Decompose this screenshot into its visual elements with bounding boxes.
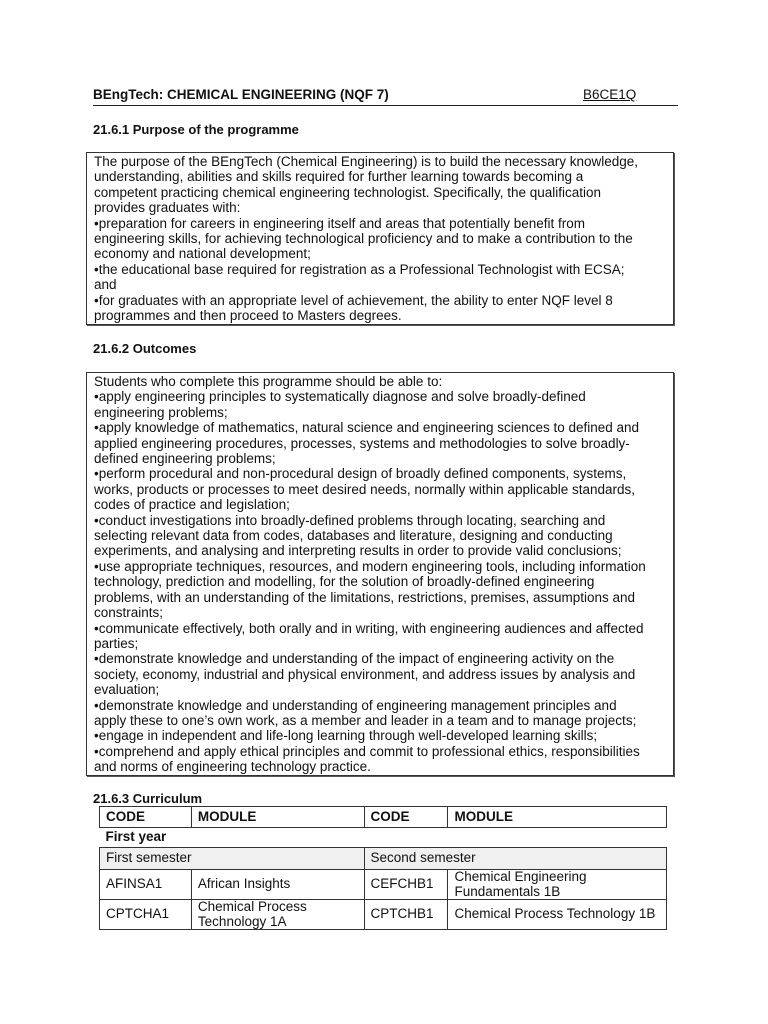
module-code: CPTCHB1	[364, 900, 448, 930]
year-label: First year	[105, 829, 167, 845]
table-row	[100, 870, 667, 900]
outcome-line: constraints;	[94, 605, 164, 621]
col-code-header: CODE	[100, 807, 192, 828]
outcome-line: •demonstrate knowledge and understanding of the impact of engineering activity on the	[94, 651, 615, 667]
outcome-line: engineering problems;	[94, 404, 228, 420]
purpose-line: •for graduates with an appropriate level of achievement, the ability to enter NQF level 8	[94, 292, 613, 308]
module-name: African Insights	[191, 870, 364, 900]
outcome-line: society, economy, industrial and physical environment, and address issues by analysis and	[94, 666, 636, 682]
outcome-line: parties;	[94, 635, 139, 651]
outcome-line: •conduct investigations into broadly-defined problems through locating, searching and	[94, 512, 606, 528]
outcome-line: •demonstrate knowledge and understanding of engineering management principles and	[94, 697, 617, 713]
first-semester-label: First semester	[100, 848, 365, 870]
programme-code: B6CE1Q	[583, 87, 637, 102]
outcome-line: experiments, and analysing and interpreting results in order to provide valid conclusions;	[94, 543, 622, 559]
module-name: Chemical Engineering Fundamentals 1B	[448, 870, 667, 900]
outcome-line: •apply engineering principles to systematically diagnose and solve broadly-defined	[94, 389, 586, 405]
outcome-line: evaluation;	[94, 682, 160, 698]
curriculum-heading: 21.6.3 Curriculum	[93, 791, 203, 806]
outcome-line: technology, prediction and modelling, for the solution of broadly-defined engineering	[94, 574, 595, 590]
outcome-line: •apply knowledge of mathematics, natural science and engineering sciences to defined and	[94, 420, 640, 436]
module-code: CEFCHB1	[364, 870, 448, 900]
outcome-line: problems, with an understanding of the limitations, restrictions, premises, assumptions and	[94, 589, 636, 605]
outcome-line: •perform procedural and non-procedural design of broadly defined components, systems,	[94, 466, 627, 482]
purpose-line: and	[94, 277, 117, 293]
curriculum-table	[99, 806, 667, 930]
purpose-box	[86, 152, 674, 325]
outcome-line: and norms of engineering technology practice.	[94, 759, 371, 775]
purpose-line: understanding, abilities and skills required for further learning towards becoming a	[94, 169, 584, 185]
col-module-header: MODULE	[448, 807, 667, 828]
purpose-line: programmes and then proceed to Masters degrees.	[94, 308, 402, 324]
outcome-line: apply these to one’s own work, as a member and leader in a team and to manage projects;	[94, 712, 637, 728]
purpose-line: •the educational base required for registration as a Professional Technologist with ECSA;	[94, 261, 625, 277]
table-row	[100, 900, 667, 930]
outcome-line: selecting relevant data from codes, databases and literature, designing and conducting	[94, 528, 613, 544]
module-code: AFINSA1	[100, 870, 192, 900]
table-header-row	[100, 807, 667, 828]
outcome-line: codes of practice and legislation;	[94, 497, 290, 513]
purpose-line: The purpose of the BEngTech (Chemical Engineering) is to build the necessary knowledge,	[94, 154, 639, 169]
outcome-line: applied engineering procedures, processes, systems and methodologies to solve broadly-	[94, 435, 630, 451]
outcome-line: •communicate effectively, both orally and in writing, with engineering audiences and affected	[94, 620, 644, 636]
col-module-header: MODULE	[191, 807, 364, 828]
document-header	[93, 87, 678, 106]
outcomes-heading: 21.6.2 Outcomes	[93, 341, 197, 356]
module-code: CPTCHA1	[100, 900, 192, 930]
outcome-line: Students who complete this programme should be able to:	[94, 374, 443, 389]
outcomes-box	[86, 372, 674, 776]
purpose-line: competent practicing chemical engineering technologist. Specifically, the qualification	[94, 184, 602, 200]
purpose-line: economy and national development;	[94, 246, 311, 262]
second-semester-label: Second semester	[364, 848, 666, 870]
module-name: Chemical Process Technology 1A	[191, 900, 364, 930]
col-code-header: CODE	[364, 807, 448, 828]
outcome-line: works, products or processes to meet desired needs, normally within applicable standards,	[94, 481, 636, 497]
year-row	[100, 828, 667, 848]
purpose-heading: 21.6.1 Purpose of the programme	[93, 122, 299, 137]
purpose-line: •preparation for careers in engineering itself and areas that potentially benefit from	[94, 215, 586, 231]
outcome-line: •engage in independent and life-long learning through well-developed learning skills;	[94, 728, 598, 744]
programme-title: BEngTech: CHEMICAL ENGINEERING (NQF 7)	[93, 87, 389, 102]
purpose-line: engineering skills, for achieving technological proficiency and to make a contribution to the	[94, 231, 633, 247]
module-name: Chemical Process Technology 1B	[448, 900, 667, 930]
semester-row	[100, 848, 667, 870]
outcome-line: •use appropriate techniques, resources, and modern engineering tools, including information	[94, 558, 646, 574]
purpose-line: provides graduates with:	[94, 200, 241, 216]
outcome-line: •comprehend and apply ethical principles and commit to professional ethics, responsibilities	[94, 743, 640, 759]
outcome-line: defined engineering problems;	[94, 451, 276, 467]
